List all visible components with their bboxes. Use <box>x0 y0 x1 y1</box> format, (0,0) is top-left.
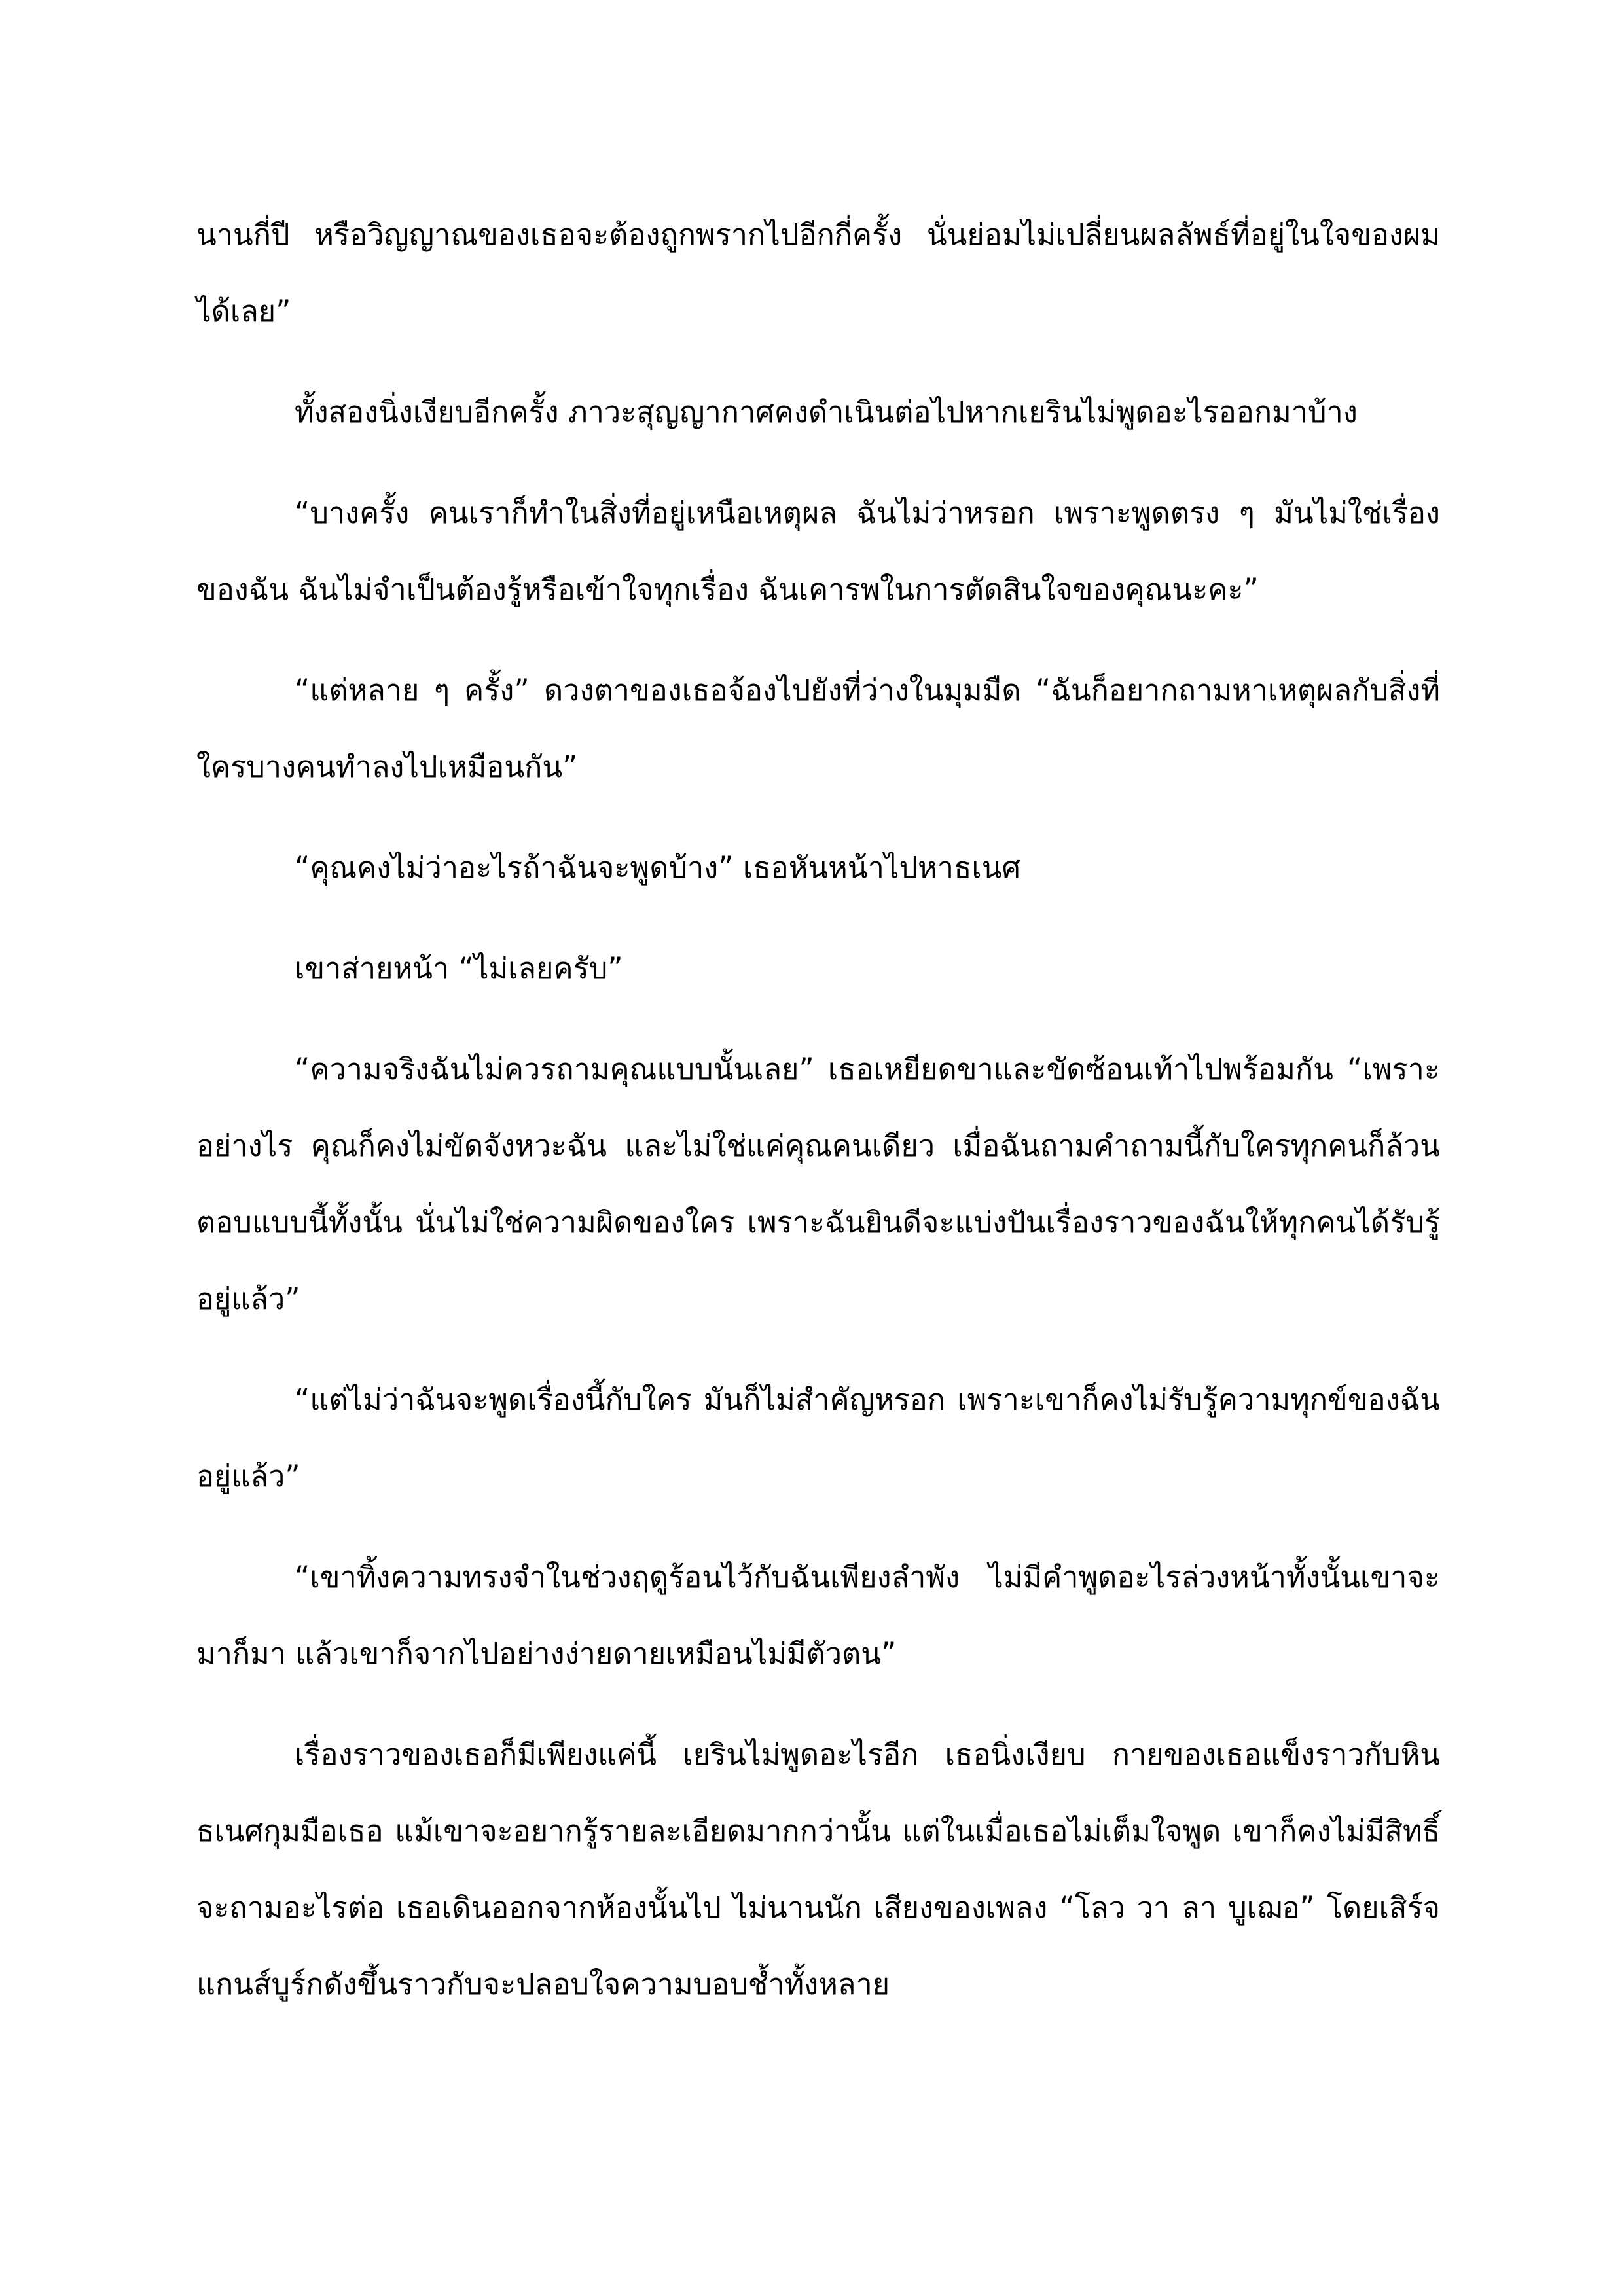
paragraph: “แต่หลาย ๆ ครั้ง” ดวงตาของเธอจ้องไปยังที่ว่างในมุมมืด “ฉันก็อยากถามหาเหตุผลกับสิ่งที่ใครบางคนทำลงไปเหมือนกัน” <box>196 673 1440 784</box>
paragraph: เรื่องราวของเธอก็มีเพียงแค่นี้ เยรินไม่พูดอะไรอีก เธอนิ่งเงียบ กายของเธอแข็งราวกับหิน ธเนศกุมมือเธอ แม้เขาจะอยากรู้รายละเอียดมากกว่านั้น แต่ในเมื่อเธอไม่เต็มใจพูด เขาก็คงไม่มีสิทธิ์จะถามอะไรต่อ เธอเดินออกจากห้องนั้นไป ไม่นานนัก เสียงของเพลง “โลว วา ลา บูเฌอ” โดยเสิร์จ แกนส์บูร์กดังขึ้นราวกับจะปลอบใจความบอบช้ำทั้งหลาย <box>196 1737 1440 2001</box>
paragraph: “แต่ไม่ว่าฉันจะพูดเรื่องนี้กับใคร มันก็ไม่สำคัญหรอก เพราะเขาก็คงไม่รับรู้ความทุกข์ของฉันอยู่แล้ว” <box>196 1382 1440 1494</box>
paragraph: ทั้งสองนิ่งเงียบอีกครั้ง ภาวะสุญญากาศคงดำเนินต่อไปหากเยรินไม่พูดอะไรออกมาบ้าง <box>295 395 1358 429</box>
paragraph-continuation: นานกี่ปี หรือวิญญาณของเธอจะต้องถูกพรากไปอีกกี่ครั้ง นั่นย่อมไม่เปลี่ยนผลลัพธ์ที่อยู่ในใจของผมได้เลย” <box>196 217 1440 329</box>
paragraph: เขาส่ายหน้า “ไม่เลยครับ” <box>295 951 623 986</box>
paragraph: “บางครั้ง คนเราก็ทำในสิ่งที่อยู่เหนือเหตุผล ฉันไม่ว่าหรอก เพราะพูดตรง ๆ มันไม่ใช่เรื่องของฉัน ฉันไม่จำเป็นต้องรู้หรือเข้าใจทุกเรื่อง ฉันเคารพในการตัดสินใจของคุณนะคะ” <box>196 495 1440 607</box>
paragraph: “ความจริงฉันไม่ควรถามคุณแบบนั้นเลย” เธอเหยียดขาและขัดซ้อนเท้าไปพร้อมกัน “เพราะอย่างไร คุณก็คงไม่ขัดจังหวะฉัน และไม่ใช่แค่คุณคนเดียว เมื่อฉันถามคำถามนี้กับใครทุกคนก็ล้วนตอบแบบนี้ทั้งนั้น นั่นไม่ใช่ความผิดของใคร เพราะฉันยินดีจะแบ่งปันเรื่องราวของฉันให้ทุกคนได้รับรู้อยู่แล้ว” <box>196 1052 1440 1316</box>
body-text <box>196 196 1440 2047</box>
paragraph: “คุณคงไม่ว่าอะไรถ้าฉันจะพูดบ้าง” เธอหันหน้าไปหาธเนศ <box>295 850 1021 885</box>
paragraph: “เขาทิ้งความทรงจำในช่วงฤดูร้อนไว้กับฉันเพียงลำพัง ไม่มีคำพูดอะไรล่วงหน้าทั้งนั้นเขาจะมาก็มา แล้วเขาก็จากไปอย่างง่ายดายเหมือนไม่มีตัวตน” <box>196 1560 1440 1671</box>
